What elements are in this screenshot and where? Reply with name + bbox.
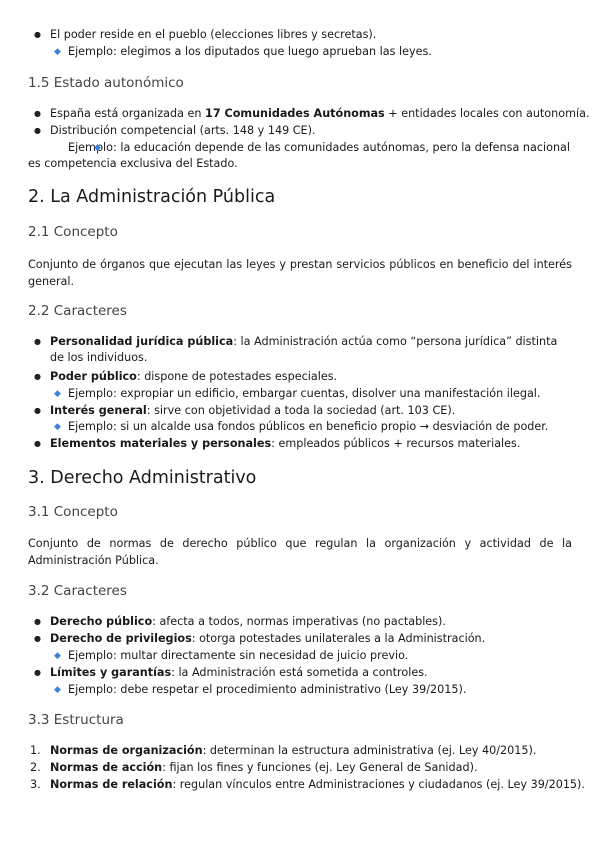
bullet-interes-general bbox=[50, 403, 572, 419]
list-item-accion bbox=[30, 760, 572, 776]
bullet-text: + entidades locales con autonomía. bbox=[384, 107, 590, 120]
heading-3-1: 3.1 Concepto bbox=[28, 504, 118, 520]
example-procedimiento bbox=[68, 682, 572, 698]
heading-2-1: 2.1 Concepto bbox=[28, 224, 118, 240]
bullet-text: : empleados públicos + recursos materiales. bbox=[271, 437, 521, 450]
heading-section-2: 2. La Administración Pública bbox=[28, 187, 276, 207]
bullet-distribucion bbox=[50, 123, 572, 139]
bullet-bold: Derecho público bbox=[50, 615, 153, 628]
bullet-text: : otorga potestades unilaterales a la Administración. bbox=[191, 632, 486, 645]
bullet-limites bbox=[50, 665, 572, 681]
list-text: : determinan la estructura administrativa (ej. Ley 40/2015). bbox=[202, 744, 537, 757]
list-bold: Normas de acción bbox=[50, 761, 163, 774]
example-text: Ejemplo: multar directamente sin necesidad de juicio previo. bbox=[68, 649, 409, 662]
bullet-personalidad bbox=[50, 334, 572, 366]
bullet-bold: Poder público bbox=[50, 370, 137, 383]
list-number: 1. bbox=[30, 744, 41, 757]
example-multar bbox=[68, 648, 572, 664]
heading-1-5: 1.5 Estado autonómico bbox=[28, 75, 184, 91]
bullet-poder-pueblo bbox=[50, 27, 572, 43]
bullet-bold: Elementos materiales y personales bbox=[50, 437, 272, 450]
example-alcalde bbox=[68, 419, 572, 435]
bullet-privilegios bbox=[50, 631, 572, 647]
bullet-text: Distribución competencial (arts. 148 y 149 CE). bbox=[50, 124, 316, 137]
example-expropiar bbox=[68, 386, 572, 402]
example-educacion bbox=[28, 140, 572, 172]
paragraph-2-1: Conjunto de órganos que ejecutan las leyes y prestan servicios públicos en beneficio del interés general. bbox=[28, 258, 572, 288]
bullet-bold: Derecho de privilegios bbox=[50, 632, 192, 645]
example-text: Ejemplo: la educación depende de las comunidades autónomas, pero la defensa nacional es competencia exclusiva del Estado. bbox=[28, 141, 570, 170]
bullet-bold: Límites y garantías bbox=[50, 666, 172, 679]
list-item-organizacion bbox=[30, 743, 572, 759]
heading-section-3: 3. Derecho Administrativo bbox=[28, 468, 257, 488]
bullet-text: : la Administración actúa como “persona jurídica” distinta de los individuos. bbox=[50, 335, 558, 364]
heading-2-2: 2.2 Caracteres bbox=[28, 303, 127, 319]
example-text: Ejemplo: debe respetar el procedimiento administrativo (Ley 39/2015). bbox=[68, 683, 467, 696]
bullet-bold: Interés general bbox=[50, 404, 147, 417]
list-number: 2. bbox=[30, 761, 41, 774]
bullet-text: España está organizada en bbox=[50, 107, 206, 120]
list-text: : fijan los fines y funciones (ej. Ley General de Sanidad). bbox=[162, 761, 478, 774]
bullet-espana-organizada bbox=[50, 106, 590, 122]
heading-3-2: 3.2 Caracteres bbox=[28, 583, 127, 599]
bullet-poder-publico bbox=[50, 369, 572, 385]
bullet-text: : la Administración está sometida a controles. bbox=[171, 666, 428, 679]
list-bold: Normas de organización bbox=[50, 744, 203, 757]
example-text: Ejemplo: si un alcalde usa fondos públicos en beneficio propio → desviación de poder. bbox=[68, 420, 549, 433]
bullet-text: : sirve con objetividad a toda la sociedad (art. 103 CE). bbox=[146, 404, 456, 417]
list-item-relacion bbox=[30, 777, 585, 793]
bullet-text: : dispone de potestades especiales. bbox=[136, 370, 338, 383]
bullet-bold: 17 Comunidades Autónomas bbox=[205, 107, 385, 120]
paragraph-3-1: Conjunto de normas de derecho público que regulan la organización y actividad de la Administración Pública. bbox=[28, 537, 572, 567]
bullet-text: El poder reside en el pueblo (elecciones libres y secretas). bbox=[50, 28, 377, 41]
list-text: : regulan vínculos entre Administraciones y ciudadanos (ej. Ley 39/2015). bbox=[172, 778, 585, 791]
example-text: Ejemplo: expropiar un edificio, embargar cuentas, disolver una manifestación ilegal. bbox=[68, 387, 541, 400]
heading-3-3: 3.3 Estructura bbox=[28, 712, 124, 728]
bullet-derecho-publico bbox=[50, 614, 572, 630]
list-bold: Normas de relación bbox=[50, 778, 173, 791]
list-number: 3. bbox=[30, 778, 41, 791]
bullet-text: : afecta a todos, normas imperativas (no pactables). bbox=[152, 615, 446, 628]
bullet-bold: Personalidad jurídica pública bbox=[50, 335, 234, 348]
example-diputados bbox=[68, 44, 572, 60]
bullet-elementos bbox=[50, 436, 572, 452]
example-text: Ejemplo: elegimos a los diputados que luego aprueban las leyes. bbox=[68, 45, 432, 58]
